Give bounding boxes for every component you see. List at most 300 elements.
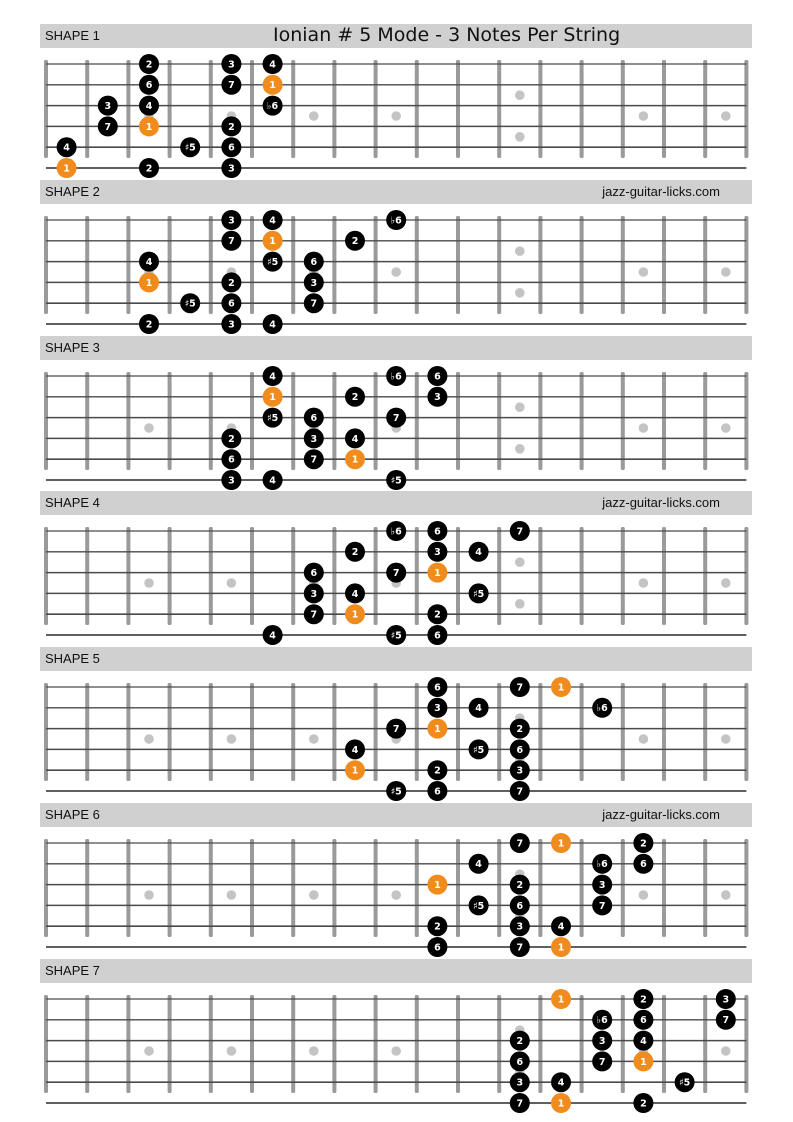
note-degree-label: 3 (516, 765, 524, 777)
fret-marker-dot (309, 890, 319, 900)
scale-note-dot (427, 521, 447, 541)
fret-wire (662, 839, 666, 937)
note-degree-label: 2 (351, 392, 359, 404)
fret-wire (209, 995, 213, 1093)
scale-note-dot (469, 542, 489, 562)
root-note-dot (551, 833, 571, 853)
note-degree-label: 1 (557, 994, 565, 1006)
fret-wire (703, 216, 707, 314)
fret-wire (456, 372, 460, 470)
scale-note-dot (345, 428, 365, 448)
fret-wire (497, 995, 501, 1093)
scale-note-dot (221, 210, 241, 230)
note-degree-label: 6 (434, 526, 441, 538)
page-title: Ionian # 5 Mode - 3 Notes Per String (273, 24, 621, 46)
fret-wire (744, 372, 748, 470)
scale-note-dot (510, 937, 530, 957)
note-degree-label: 7 (516, 942, 524, 954)
scale-note-dot (386, 470, 406, 490)
fret-wire (44, 839, 48, 937)
note-degree-label: 2 (516, 1036, 524, 1047)
fret-wire (662, 683, 666, 781)
note-degree-label: ♭6 (596, 859, 608, 871)
site-credit: jazz-guitar-licks.com (602, 495, 720, 510)
shape-header (40, 24, 752, 48)
shape-label: SHAPE 7 (45, 963, 100, 978)
fret-wire (44, 372, 48, 470)
fret-wire (456, 527, 460, 625)
fret-wire (497, 60, 501, 158)
scale-note-dot (592, 1031, 612, 1051)
scale-note-dot (386, 719, 406, 739)
scale-note-dot (345, 583, 365, 603)
root-note-dot (139, 116, 159, 136)
fret-wire (85, 216, 89, 314)
scale-note-dot (221, 293, 241, 313)
fret-marker-dot (391, 1046, 401, 1056)
fret-wire (250, 372, 254, 470)
fret-marker-dot (515, 557, 525, 567)
scale-note-dot (139, 314, 159, 334)
note-degree-label: 2 (434, 609, 441, 621)
scale-note-dot (263, 625, 283, 645)
fret-wire (291, 60, 295, 158)
fretboard (0, 515, 793, 642)
shape-header (40, 180, 752, 204)
note-degree-label: ♯5 (266, 257, 279, 268)
fret-marker-dot (144, 890, 154, 900)
fret-wire (456, 60, 460, 158)
note-degree-label: 1 (434, 880, 441, 891)
scale-note-dot (304, 293, 324, 313)
scale-note-dot (716, 989, 736, 1009)
scale-note-dot (510, 739, 530, 759)
scale-note-dot (469, 698, 489, 718)
fret-wire (291, 995, 295, 1093)
fret-wire (44, 527, 48, 625)
note-degree-label: 7 (598, 900, 606, 912)
note-degree-label: ♭6 (596, 703, 608, 715)
note-degree-label: 4 (475, 547, 482, 559)
note-degree-label: 6 (310, 413, 318, 424)
scale-note-dot (510, 916, 530, 936)
scale-note-dot (551, 916, 571, 936)
fret-wire (662, 527, 666, 625)
scale-note-dot (469, 739, 489, 759)
fret-marker-dot (515, 288, 525, 298)
scale-note-dot (304, 563, 324, 583)
note-degree-label: ♭6 (390, 371, 402, 383)
fret-wire (415, 995, 419, 1093)
fret-wire (126, 216, 130, 314)
note-degree-label: 2 (516, 724, 524, 735)
fret-wire (291, 683, 295, 781)
scale-note-dot (592, 698, 612, 718)
root-note-dot (263, 231, 283, 251)
fret-wire (415, 683, 419, 781)
note-degree-label: 4 (269, 475, 276, 487)
fret-wire (332, 839, 336, 937)
fret-wire (580, 839, 584, 937)
scale-note-dot (139, 75, 159, 95)
fret-wire (497, 839, 501, 937)
note-degree-label: 4 (475, 703, 482, 715)
fret-wire (168, 527, 172, 625)
note-degree-label: 4 (145, 101, 153, 112)
fret-wire (744, 527, 748, 625)
scale-note-dot (221, 116, 241, 136)
note-degree-label: 4 (269, 371, 276, 383)
fret-wire (209, 683, 213, 781)
root-note-dot (263, 387, 283, 407)
fret-wire (538, 216, 542, 314)
scale-note-dot (345, 231, 365, 251)
fret-wire (580, 683, 584, 781)
note-degree-label: 7 (516, 786, 524, 798)
fret-wire (209, 839, 213, 937)
root-note-dot (427, 563, 447, 583)
fret-wire (621, 995, 625, 1093)
scale-note-dot (427, 760, 447, 780)
scale-note-dot (139, 252, 159, 272)
scale-note-dot (221, 314, 241, 334)
scale-note-dot (304, 604, 324, 624)
fret-wire (126, 372, 130, 470)
shape-label: SHAPE 5 (45, 651, 100, 666)
scale-note-dot (139, 158, 159, 178)
fret-wire (250, 60, 254, 158)
fretboard (0, 983, 793, 1110)
fret-wire (538, 995, 542, 1093)
fret-wire (621, 683, 625, 781)
note-degree-label: 7 (516, 838, 524, 850)
fret-wire (538, 839, 542, 937)
note-degree-label: 1 (434, 724, 441, 735)
scale-note-dot (304, 252, 324, 272)
fret-wire (580, 995, 584, 1093)
scale-note-dot (633, 1010, 653, 1030)
fret-wire (538, 683, 542, 781)
scale-note-dot (386, 781, 406, 801)
note-degree-label: 4 (145, 257, 153, 268)
scale-note-dot (180, 293, 200, 313)
fret-wire (744, 995, 748, 1093)
root-note-dot (139, 272, 159, 292)
note-degree-label: 6 (434, 371, 441, 383)
fretboard (0, 48, 793, 175)
fret-wire (497, 527, 501, 625)
fret-wire (250, 527, 254, 625)
note-degree-label: ♯5 (184, 142, 196, 154)
scale-note-dot (263, 252, 283, 272)
shape-header (40, 647, 752, 671)
note-degree-label: 7 (392, 724, 400, 735)
note-degree-label: 3 (228, 215, 235, 227)
fret-wire (662, 216, 666, 314)
fretboard (0, 671, 793, 798)
scale-note-dot (551, 1072, 571, 1092)
note-degree-label: 3 (516, 1077, 524, 1089)
fret-wire (168, 216, 172, 314)
fret-wire (744, 839, 748, 937)
scale-note-dot (592, 1010, 612, 1030)
scale-note-dot (221, 158, 241, 178)
scale-note-dot (510, 875, 530, 895)
note-degree-label: 1 (351, 765, 359, 777)
fret-wire (703, 683, 707, 781)
note-degree-label: ♭6 (390, 215, 402, 227)
fret-wire (85, 995, 89, 1093)
fret-marker-dot (515, 90, 525, 100)
fret-wire (374, 527, 378, 625)
note-degree-label: 7 (392, 413, 400, 424)
fret-wire (538, 60, 542, 158)
note-degree-label: 6 (516, 744, 524, 756)
note-degree-label: ♭6 (596, 1015, 608, 1027)
fret-marker-dot (721, 267, 731, 277)
fret-wire (44, 60, 48, 158)
note-degree-label: 1 (269, 80, 276, 92)
note-degree-label: 3 (104, 101, 112, 112)
fret-wire (209, 60, 213, 158)
note-degree-label: 1 (269, 236, 276, 248)
fret-marker-dot (721, 890, 731, 900)
scale-note-dot (263, 54, 283, 74)
fret-marker-dot (144, 1046, 154, 1056)
fret-marker-dot (309, 734, 319, 744)
fret-wire (44, 216, 48, 314)
fret-wire (168, 995, 172, 1093)
shape-label: SHAPE 4 (45, 495, 100, 510)
fret-wire (703, 995, 707, 1093)
fret-marker-dot (639, 890, 649, 900)
note-degree-label: ♯5 (472, 900, 485, 912)
scale-note-dot (510, 1072, 530, 1092)
note-degree-label: 4 (557, 1077, 565, 1089)
root-note-dot (57, 158, 77, 178)
scale-note-dot (469, 895, 489, 915)
scale-note-dot (510, 719, 530, 739)
note-degree-label: 2 (640, 994, 647, 1006)
note-degree-label: 4 (269, 59, 276, 71)
fret-wire (374, 995, 378, 1093)
scale-note-dot (427, 625, 447, 645)
scale-note-dot (263, 408, 283, 428)
fret-wire (580, 216, 584, 314)
note-degree-label: 7 (516, 682, 524, 694)
fret-wire (291, 527, 295, 625)
note-degree-label: 4 (475, 859, 482, 871)
fret-marker-dot (721, 734, 731, 744)
site-credit: jazz-guitar-licks.com (602, 807, 720, 822)
scale-note-dot (633, 989, 653, 1009)
note-degree-label: 4 (557, 921, 565, 933)
scale-note-dot (510, 1051, 530, 1071)
scale-note-dot (469, 854, 489, 874)
fret-wire (291, 839, 295, 937)
fret-marker-dot (227, 734, 237, 744)
fret-wire (332, 527, 336, 625)
note-degree-label: ♯5 (678, 1077, 691, 1089)
fret-marker-dot (227, 578, 237, 588)
fret-marker-dot (227, 890, 237, 900)
fret-wire (415, 60, 419, 158)
fret-wire (415, 216, 419, 314)
fret-wire (250, 216, 254, 314)
scale-note-dot (386, 408, 406, 428)
fret-wire (332, 372, 336, 470)
root-note-dot (551, 989, 571, 1009)
note-degree-label: 7 (228, 236, 235, 248)
note-degree-label: 2 (145, 59, 153, 71)
note-degree-label: 1 (557, 942, 565, 954)
scale-note-dot (510, 521, 530, 541)
note-degree-label: 3 (310, 277, 318, 289)
note-degree-label: 6 (640, 1015, 647, 1027)
fret-wire (703, 60, 707, 158)
fret-wire (126, 527, 130, 625)
note-degree-label: 2 (228, 277, 235, 289)
fret-marker-dot (227, 1046, 237, 1056)
note-degree-label: 7 (598, 1056, 606, 1068)
note-degree-label: 4 (269, 215, 276, 227)
shape-header (40, 491, 752, 515)
scale-note-dot (98, 96, 118, 116)
fret-wire (703, 839, 707, 937)
fret-wire (415, 372, 419, 470)
note-degree-label: 2 (640, 838, 647, 850)
scale-note-dot (221, 137, 241, 157)
scale-note-dot (221, 231, 241, 251)
scale-note-dot (510, 1031, 530, 1051)
note-degree-label: 4 (351, 744, 359, 756)
fret-wire (209, 527, 213, 625)
fret-marker-dot (515, 444, 525, 454)
note-degree-label: 7 (392, 568, 400, 579)
fret-wire (85, 839, 89, 937)
note-degree-label: 1 (351, 454, 359, 466)
fret-wire (85, 683, 89, 781)
fret-marker-dot (721, 578, 731, 588)
root-note-dot (427, 875, 447, 895)
root-note-dot (633, 1051, 653, 1071)
fret-wire (291, 216, 295, 314)
scale-note-dot (263, 96, 283, 116)
fret-marker-dot (144, 578, 154, 588)
scale-note-dot (427, 937, 447, 957)
scale-note-dot (633, 1031, 653, 1051)
scale-note-dot (386, 210, 406, 230)
fret-wire (580, 60, 584, 158)
scale-note-dot (57, 137, 77, 157)
scale-note-dot (139, 54, 159, 74)
scale-note-dot (345, 387, 365, 407)
note-degree-label: 3 (228, 59, 235, 71)
root-note-dot (345, 604, 365, 624)
note-degree-label: 1 (557, 838, 565, 850)
fret-wire (580, 527, 584, 625)
fret-wire (580, 372, 584, 470)
shape-label: SHAPE 3 (45, 340, 100, 355)
fret-wire (415, 839, 419, 937)
scale-note-dot (304, 583, 324, 603)
note-degree-label: ♯5 (266, 413, 279, 424)
note-degree-label: 7 (516, 526, 524, 538)
fret-wire (332, 995, 336, 1093)
fret-wire (538, 527, 542, 625)
scale-note-dot (221, 470, 241, 490)
fret-wire (621, 527, 625, 625)
root-note-dot (551, 937, 571, 957)
fret-wire (415, 527, 419, 625)
note-degree-label: 3 (228, 163, 235, 175)
site-credit: jazz-guitar-licks.com (602, 184, 720, 199)
note-degree-label: 7 (310, 298, 318, 310)
note-degree-label: 6 (516, 900, 524, 912)
scale-note-dot (510, 833, 530, 853)
fret-marker-dot (144, 423, 154, 433)
note-degree-label: 6 (228, 142, 235, 154)
note-degree-label: 3 (228, 319, 235, 331)
note-degree-label: 7 (310, 609, 318, 621)
note-degree-label: 3 (310, 433, 318, 445)
note-degree-label: 3 (434, 547, 441, 559)
note-degree-label: 7 (104, 121, 112, 133)
note-degree-label: 7 (228, 80, 235, 92)
note-degree-label: 6 (310, 257, 318, 268)
scale-note-dot (304, 272, 324, 292)
note-degree-label: 3 (434, 703, 441, 715)
fret-wire (168, 60, 172, 158)
fret-wire (456, 216, 460, 314)
scale-note-dot (221, 54, 241, 74)
note-degree-label: 6 (640, 859, 647, 871)
note-degree-label: 1 (145, 277, 153, 289)
scale-note-dot (427, 366, 447, 386)
scale-note-dot (386, 625, 406, 645)
fret-wire (168, 839, 172, 937)
note-degree-label: 2 (228, 121, 235, 133)
root-note-dot (345, 449, 365, 469)
note-degree-label: 7 (310, 454, 318, 466)
fret-wire (456, 683, 460, 781)
note-degree-label: ♯5 (184, 298, 196, 310)
fret-wire (621, 60, 625, 158)
scale-note-dot (633, 833, 653, 853)
note-degree-label: 2 (228, 433, 235, 445)
note-degree-label: 2 (640, 1098, 647, 1110)
root-note-dot (551, 1093, 571, 1113)
fret-marker-dot (391, 890, 401, 900)
note-degree-label: 3 (722, 994, 730, 1006)
note-degree-label: 1 (557, 1098, 565, 1110)
scale-note-dot (427, 387, 447, 407)
shape-header (40, 803, 752, 827)
note-degree-label: 7 (722, 1015, 730, 1027)
fret-marker-dot (721, 1046, 731, 1056)
note-degree-label: 1 (269, 392, 276, 404)
note-degree-label: 1 (434, 568, 441, 579)
scale-note-dot (716, 1010, 736, 1030)
scale-note-dot (221, 75, 241, 95)
fret-wire (621, 839, 625, 937)
fret-wire (126, 995, 130, 1093)
root-note-dot (551, 677, 571, 697)
note-degree-label: 2 (434, 921, 441, 933)
scale-note-dot (427, 604, 447, 624)
note-degree-label: 1 (557, 682, 565, 694)
scale-note-dot (592, 1051, 612, 1071)
